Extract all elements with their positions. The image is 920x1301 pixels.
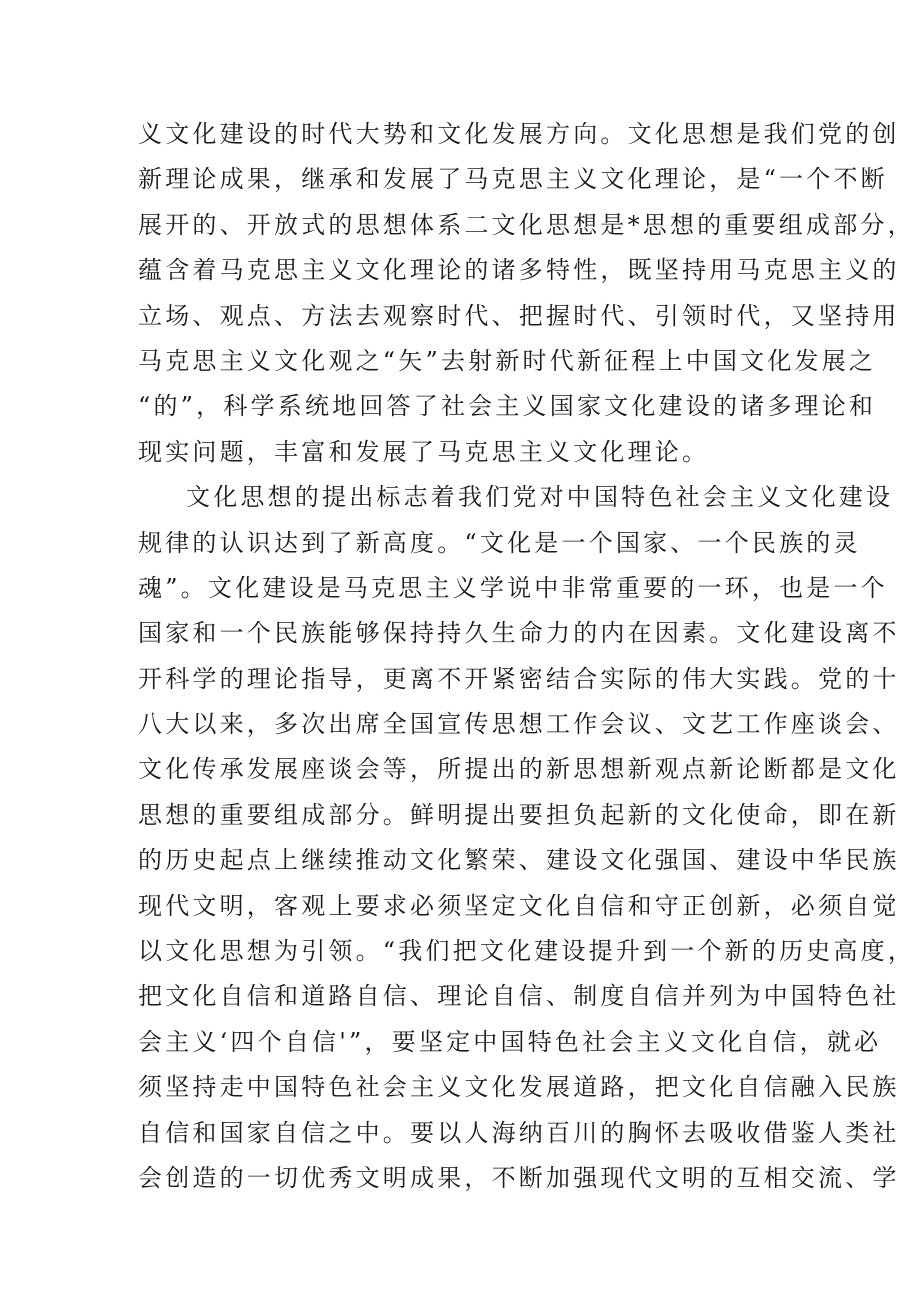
text-line: 义文化建设的时代大势和文化发展方向。文化思想是我们党的创: [138, 120, 900, 148]
text-line: 现实问题，丰富和发展了马克思主义文化理论。: [138, 437, 710, 466]
text-line: 规律的认识达到了新高度。“文化是一个国家、一个民族的灵: [138, 528, 861, 557]
text-line: 八大以来，多次出席全国宣传思想工作会议、文艺工作座谈会、: [138, 710, 900, 739]
text-line: 立场、观点、方法去观察时代、把握时代、引领时代，又坚持用: [138, 301, 900, 330]
text-line: 魂”。文化建设是马克思主义学说中非常重要的一环，也是一个: [138, 573, 888, 602]
text-line: 展开的、开放式的思想体系二文化思想是*思想的重要组成部分，: [138, 210, 915, 239]
text-line: “的”，科学系统地回答了社会主义国家文化建设的诸多理论和: [138, 392, 877, 421]
text-line: 的历史起点上继续推动文化繁荣、建设文化强国、建设中华民族: [138, 846, 900, 875]
text-line: 蕴含着马克思主义文化理论的诸多特性，既坚持用马克思主义的: [138, 256, 900, 285]
text-line: 把文化自信和道路自信、理论自信、制度自信并列为中国特色社: [138, 982, 900, 1011]
text-line: 会主义‘四个自信'”，要坚定中国特色社会主义文化自信，就必: [138, 1027, 882, 1056]
text-line: 新理论成果，继承和发展了马克思主义文化理论，是“一个不断: [138, 165, 888, 194]
text-line: 文化传承发展座谈会等，所提出的新思想新观点新论断都是文化: [138, 755, 900, 784]
text-line: 自信和国家自信之中。要以人海纳百川的胸怀去吸收借鉴人类社: [138, 1118, 900, 1147]
paragraph-1: [138, 112, 915, 475]
text-line: 马克思主义文化观之“矢”去射新时代新征程上中国文化发展之: [138, 346, 877, 375]
text-line: 文化思想的提出标志着我们党对中国特色社会主义文化建设: [186, 483, 894, 512]
text-line: 会创造的一切优秀文明成果，不断加强现代文明的互相交流、学: [138, 1163, 900, 1192]
text-line: 以文化思想为引领。“我们把文化建设提升到一个新的历史高度，: [138, 937, 916, 966]
text-line: 国家和一个民族能够保持持久生命力的内在因素。文化建设离不: [138, 619, 900, 648]
text-line: 现代文明，客观上要求必须坚定文化自信和守正创新，必须自觉: [138, 891, 900, 920]
document-body: [138, 112, 916, 1201]
text-line: 须坚持走中国特色社会主义文化发展道路，把文化自信融入民族: [138, 1073, 900, 1102]
text-line: 开科学的理论指导，更离不开紧密结合实际的伟大实践。党的十: [138, 664, 900, 693]
text-line: 思想的重要组成部分。鲜明提出要担负起新的文化使命，即在新: [138, 800, 900, 829]
paragraph-2: [138, 475, 916, 1201]
